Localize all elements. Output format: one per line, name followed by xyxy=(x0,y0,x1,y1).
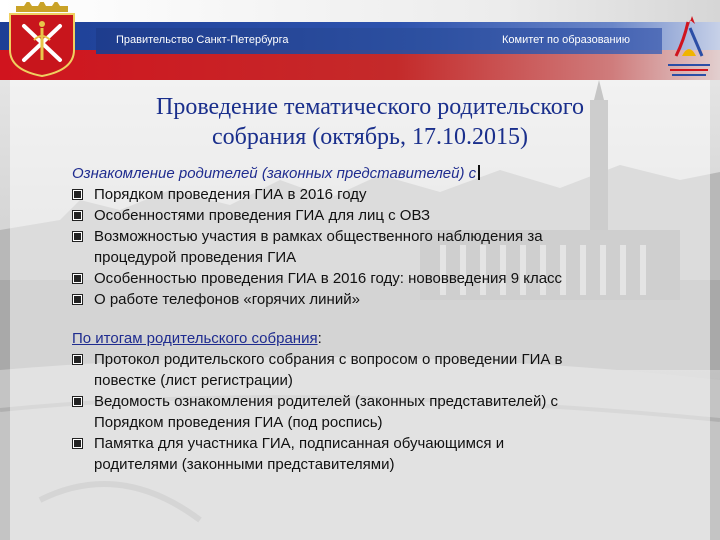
section-gap xyxy=(72,310,672,328)
committee-label: Комитет по образованию xyxy=(502,34,630,46)
results-list xyxy=(72,349,672,475)
intro-heading-text: Ознакомление родителей (законных представителей) с xyxy=(72,165,477,182)
list-item-text: Особенностью проведения ГИА в 2016 году: нововведения 9 класс xyxy=(94,270,563,287)
checkbox-bullet-icon xyxy=(72,438,83,449)
results-heading-text: По итогам родительского собрания xyxy=(72,330,318,347)
list-item xyxy=(72,268,672,289)
checkbox-bullet-icon xyxy=(72,396,83,407)
header-band xyxy=(0,0,720,80)
checkbox-bullet-icon xyxy=(72,189,83,200)
checkbox-bullet-icon xyxy=(72,354,83,365)
list-item-text: Памятка для участника ГИА, подписанная обучающимся и xyxy=(94,435,505,452)
text-cursor xyxy=(478,165,480,180)
checkbox-bullet-icon xyxy=(72,273,83,284)
list-item xyxy=(72,226,672,268)
flag-stripe-red xyxy=(0,50,720,80)
list-item-text-continued: Порядком проведения ГИА (под роспись) xyxy=(94,414,383,431)
list-item xyxy=(72,184,672,205)
list-item-text: Протокол родительского собрания с вопросом о проведении ГИА в xyxy=(94,351,563,368)
intro-heading xyxy=(72,163,672,184)
slide-title-line-1: Проведение тематического родительского xyxy=(155,94,584,120)
list-item xyxy=(72,433,672,475)
topics-list xyxy=(72,184,672,310)
results-heading-colon: : xyxy=(317,330,322,347)
list-item xyxy=(72,289,672,310)
results-heading xyxy=(72,328,672,349)
flag-stripe-white xyxy=(0,0,720,22)
list-item-text: Особенностями проведения ГИА для лиц с ОВЗ xyxy=(94,207,431,224)
list-item xyxy=(72,205,672,226)
list-item-text-continued: процедурой проведения ГИА xyxy=(94,249,297,266)
committee-logo-icon xyxy=(662,12,716,78)
list-item xyxy=(72,349,672,391)
checkbox-bullet-icon xyxy=(72,210,83,221)
slide-title-line-2: собрания (октябрь, 17.10.2015) xyxy=(212,124,528,150)
slide-title xyxy=(60,92,680,152)
list-item-text: О работе телефонов «горячих линий» xyxy=(94,291,360,308)
st-petersburg-coat-of-arms-icon xyxy=(2,2,82,78)
list-item xyxy=(72,391,672,433)
government-label: Правительство Санкт-Петербурга xyxy=(116,34,289,46)
list-item-text: Ведомость ознакомления родителей (законных представителей) с xyxy=(94,393,559,410)
checkbox-bullet-icon xyxy=(72,294,83,305)
list-item-text-continued: родителями (законными представителями) xyxy=(94,456,395,473)
checkbox-bullet-icon xyxy=(72,231,83,242)
list-item-text: Порядком проведения ГИА в 2016 году xyxy=(94,186,367,203)
list-item-text-continued: повестке (лист регистрации) xyxy=(94,372,293,389)
slide-content xyxy=(72,163,672,475)
list-item-text: Возможностью участия в рамках общественного наблюдения за xyxy=(94,228,543,245)
